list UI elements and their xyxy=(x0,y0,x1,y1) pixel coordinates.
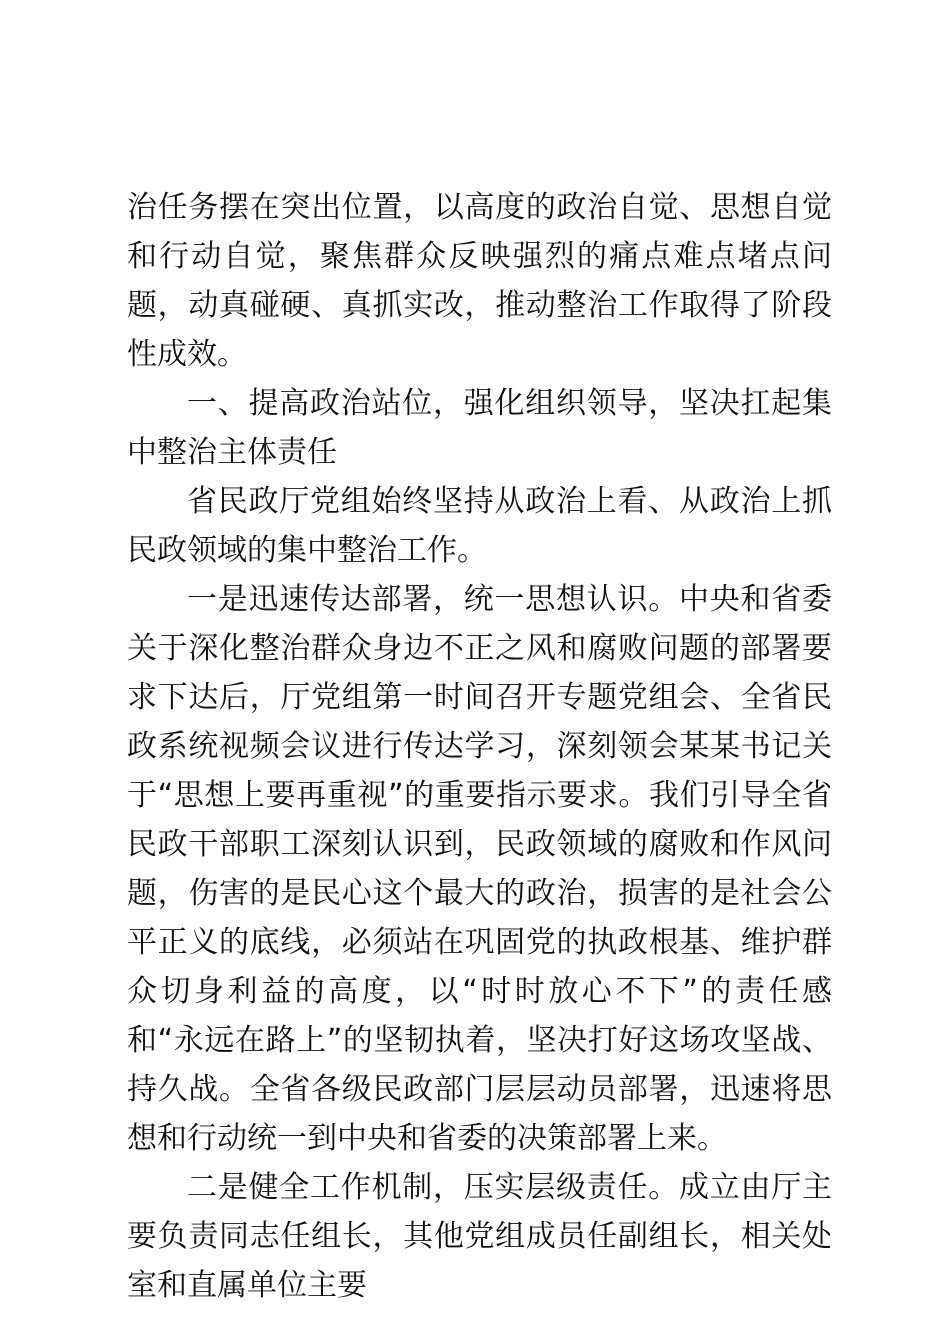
section-heading: 一、提高政治站位，强化组织领导，坚决扛起集中整治主体责任 xyxy=(127,386,832,470)
paragraph-point-two: 二是健全工作机制，压实层级责任。成立由厅主要负责同志任组长，其他党组成员任副组长，相关处室和直属单位主要 xyxy=(127,1170,832,1303)
paragraph-point-one: 一是迅速传达部署，统一思想认识。中央和省委关于深化整治群众身边不正之风和腐败问题的部署要求下达后，厅党组第一时间召开专题党组会、全省民政系统视频会议进行传达学习，深刻领会某某书记关于“思想上要再重视”的重要指示要求。我们引导全省民政干部职工深刻认识到，民政领域的腐败和作风问题，伤害的是民心这个最大的政治，损害的是社会公平正义的底线，必须站在巩固党的执政根基、维护群众切身利益的高度，以“时时放心不下”的责任感和“永远在路上”的坚韧执着，坚决打好这场攻坚战、持久战。全省各级民政部门层层动员部署，迅速将思想和行动统一到中央和省委的决策部署上来。 xyxy=(127,582,832,1156)
paragraph-continuation: 治任务摆在突出位置，以高度的政治自觉、思想自觉和行动自觉，聚焦群众反映强烈的痛点难点堵点问题，动真碰硬、真抓实改，推动整治工作取得了阶段性成效。 xyxy=(127,190,832,372)
document-body xyxy=(127,183,832,1310)
paragraph-intro: 省民政厅党组始终坚持从政治上看、从政治上抓民政领域的集中整治工作。 xyxy=(127,484,832,568)
